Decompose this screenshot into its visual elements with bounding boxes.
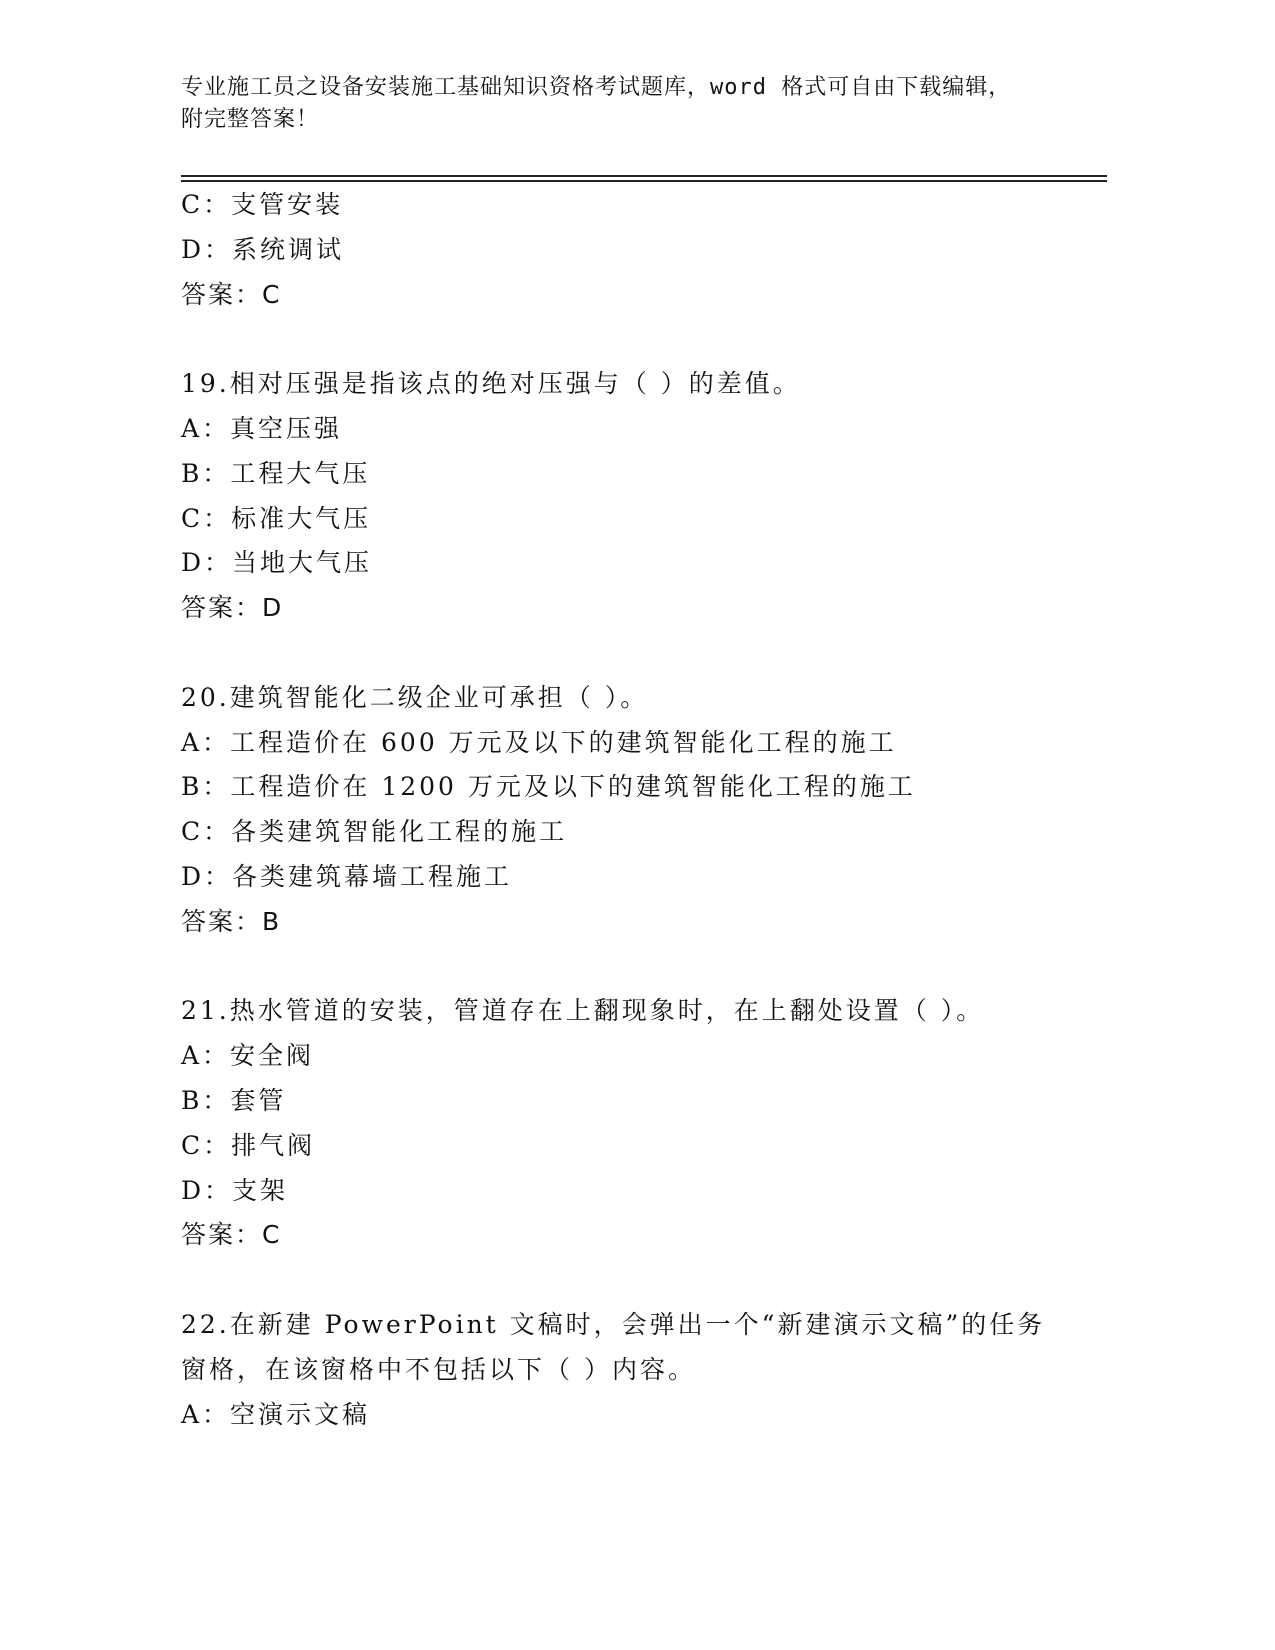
question-21 [181, 989, 1107, 1258]
option-d: D：支架 [181, 1175, 289, 1205]
question-stem: 20.建筑智能化二级企业可承担（ ）。 [181, 682, 649, 712]
option-c: C：排气阀 [181, 1130, 316, 1160]
option-c: C：各类建筑智能化工程的施工 [181, 817, 568, 847]
answer-line: 答案：B [181, 906, 282, 936]
question-22 [181, 1303, 1107, 1437]
question-19 [181, 362, 1107, 631]
header-divider-bottom [181, 180, 1107, 182]
option-d: D：系统调试 [181, 234, 345, 264]
option-b: B：工程造价在 1200 万元及以下的建筑智能化工程的施工 [181, 772, 916, 802]
option-a: A：真空压强 [181, 413, 343, 443]
spacer [181, 317, 1107, 362]
question-stem: 19.相对压强是指该点的绝对压强与（ ）的差值。 [181, 369, 801, 399]
option-b: B：套管 [181, 1085, 287, 1115]
option-d: D：各类建筑幕墙工程施工 [181, 861, 513, 891]
option-a: A：安全阀 [181, 1041, 315, 1071]
spacer [181, 1258, 1107, 1303]
header-line-2: 附完整答案！ [181, 107, 320, 132]
option-b: B：工程大气压 [181, 458, 371, 488]
question-list [181, 183, 1107, 1437]
answer-line: 答案：C [181, 1220, 282, 1250]
question-18-tail [181, 183, 1107, 317]
answer-line: 答案：C [181, 279, 282, 309]
question-stem-line-2: 窗格，在该窗格中不包括以下（ ）内容。 [181, 1354, 696, 1384]
option-d: D：当地大气压 [181, 548, 373, 578]
question-stem: 21.热水管道的安装，管道存在上翻现象时，在上翻处设置（ ）。 [181, 996, 985, 1026]
header-line-1: 专业施工员之设备安装施工基础知识资格考试题库，word 格式可自由下载编辑， [181, 75, 1012, 100]
spacer [181, 631, 1107, 676]
question-20 [181, 676, 1107, 945]
header-divider-top [181, 175, 1107, 177]
option-c: C：支管安装 [181, 190, 344, 219]
document-header [181, 72, 1081, 136]
question-stem-line-1: 22.在新建 PowerPoint 文稿时，会弹出一个“新建演示文稿”的任务 [181, 1309, 1046, 1339]
option-c: C：标准大气压 [181, 503, 372, 533]
option-a: A：空演示文稿 [181, 1399, 371, 1429]
answer-line: 答案：D [181, 593, 284, 623]
spacer [181, 945, 1107, 990]
option-a: A：工程造价在 600 万元及以下的建筑智能化工程的施工 [181, 727, 897, 757]
